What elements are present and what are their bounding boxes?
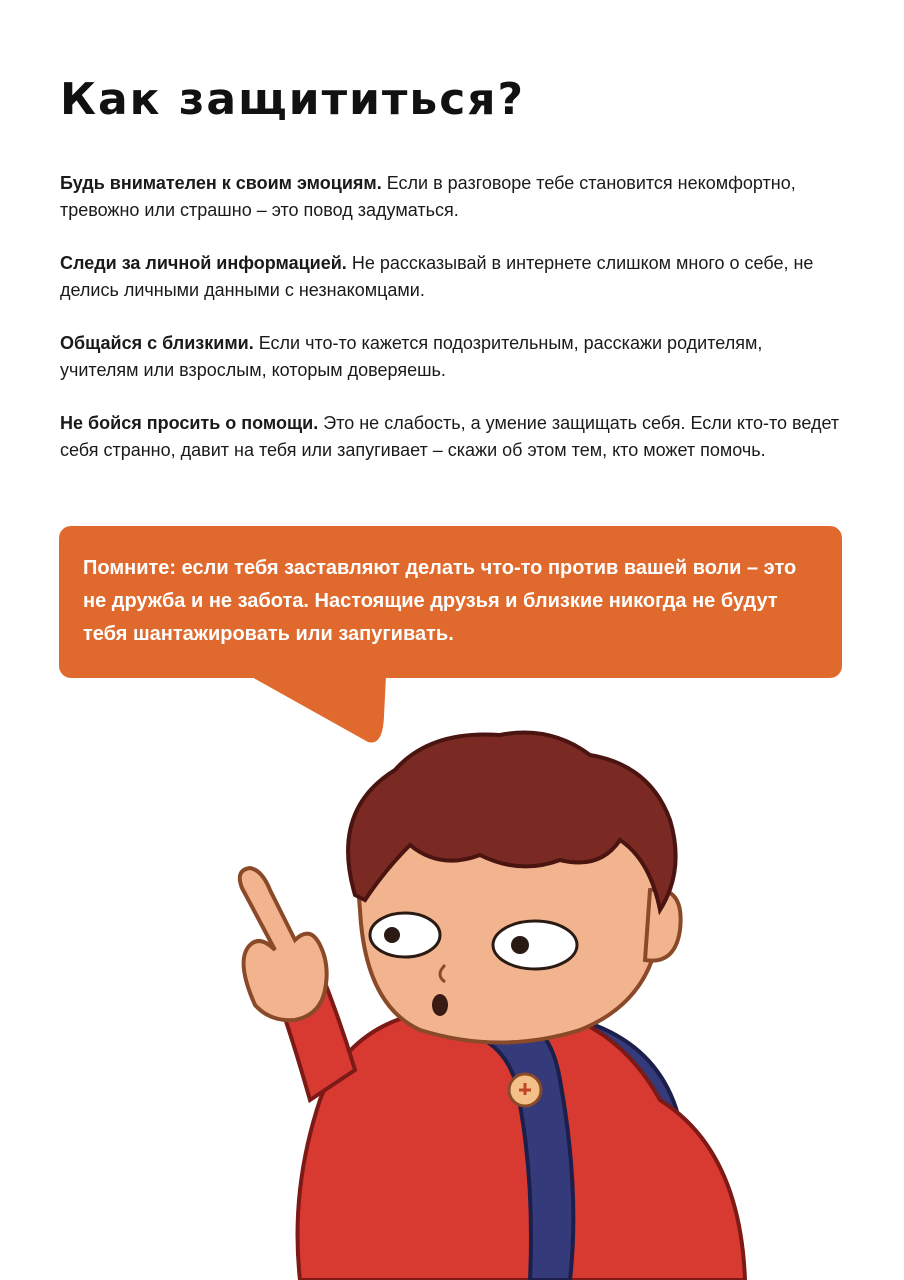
tips-list	[60, 170, 840, 490]
tip-personal-info-text: Не рассказывай в интернете слишком много о себе, не делись личными данными с незнакомцами.	[60, 253, 814, 300]
tip-personal-info-heading: Следи за личной информацией.	[60, 253, 347, 273]
callout-text: Помните: если тебя заставляют делать что-то против вашей воли – это не дружба и не забота. Настоящие друзья и близкие никогда не будут тебя шантажировать или запугивать.	[83, 557, 797, 645]
tip-emotions-text: Если в разговоре тебе становится некомфортно, тревожно или страшно – это повод задуматься.	[60, 173, 796, 220]
speech-bubble	[59, 526, 842, 678]
tip-ask-help-heading: Не бойся просить о помощи.	[60, 413, 319, 433]
tip-ask-help	[60, 410, 840, 464]
tip-emotions	[60, 170, 840, 224]
tip-personal-info	[60, 250, 840, 304]
tip-ask-help-text: Это не слабость, а умение защищать себя. Если кто-то ведет себя странно, давит на тебя или запугивает – скажи об этом тем, кто может помочь.	[60, 413, 840, 460]
tip-close-people-text: Если что-то кажется подозрительным, расскажи родителям, учителям или взрослым, которым доверяешь.	[60, 333, 763, 380]
boy-pointing-finger-icon	[180, 720, 780, 1280]
tip-close-people-heading: Общайся с близкими.	[60, 333, 254, 353]
page-title: Как защититься?	[60, 74, 526, 125]
tip-emotions-heading: Будь внимателен к своим эмоциям.	[60, 173, 382, 193]
tip-close-people	[60, 330, 840, 384]
